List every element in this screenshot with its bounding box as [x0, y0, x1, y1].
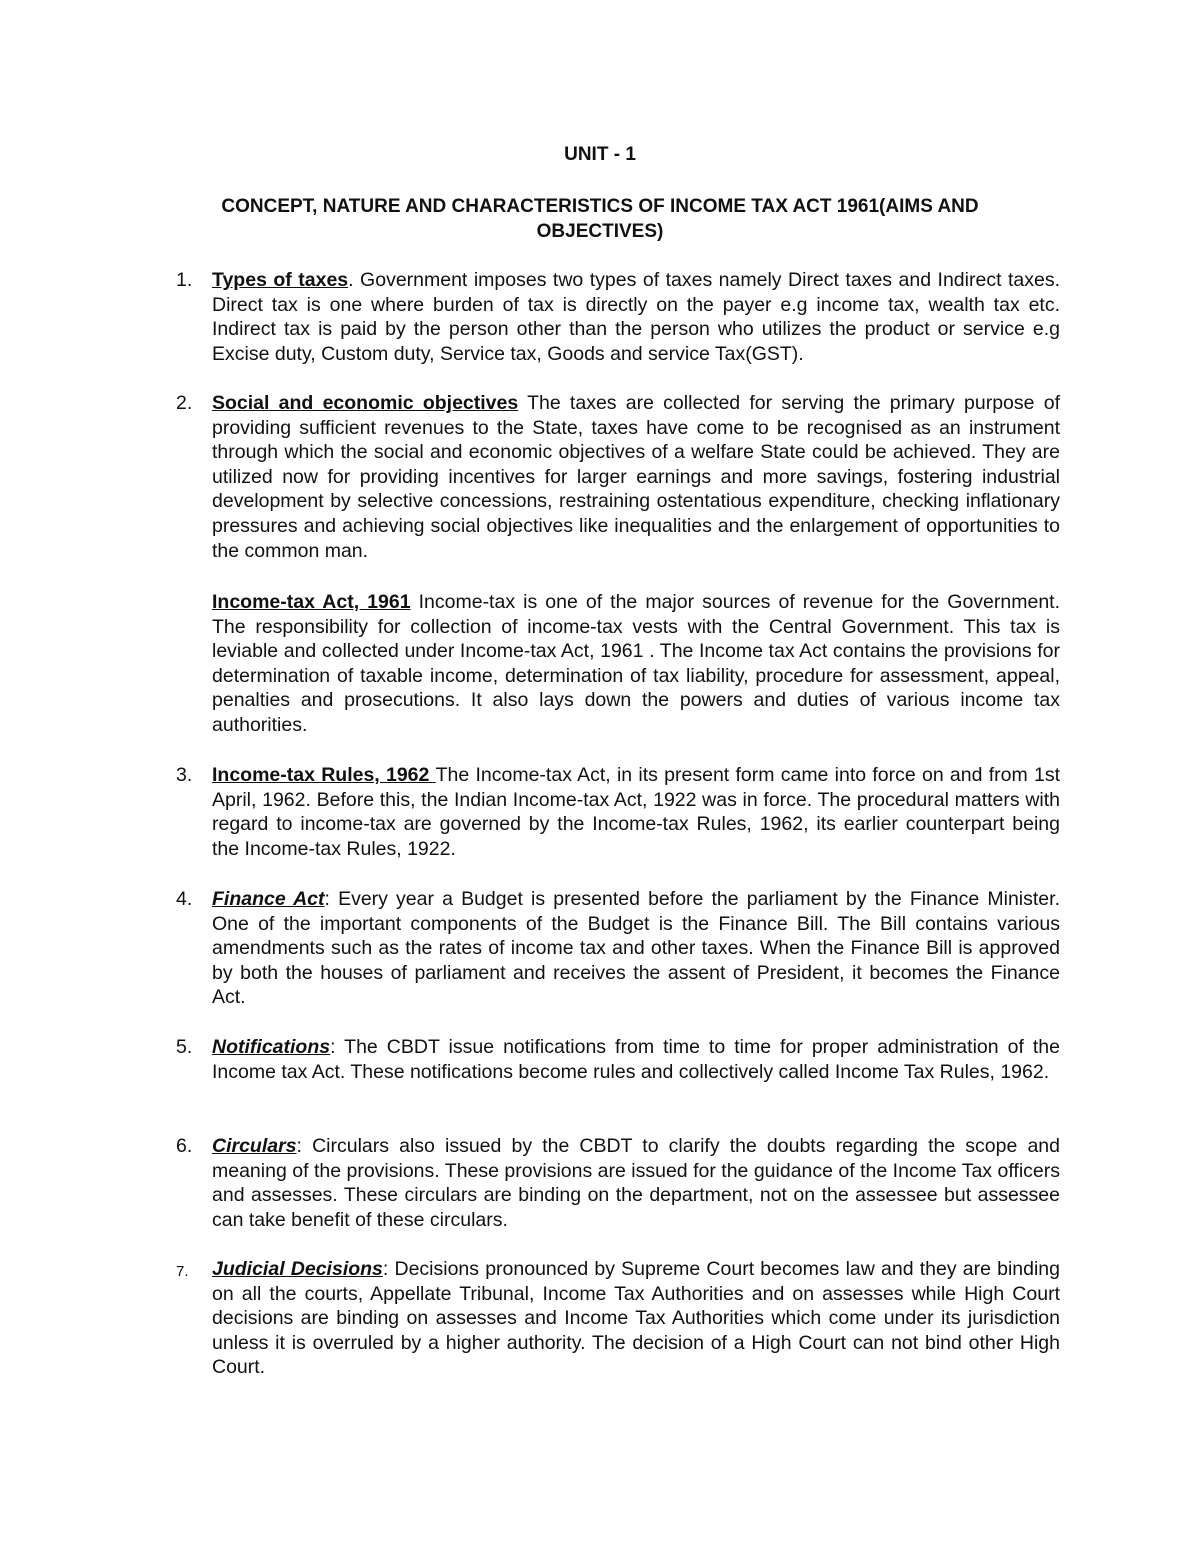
item-text: The Income-tax Act, in its present form came into force on and from 1st April, 1962. Before this, the Indian Income-tax Act, 1922 was in force. The procedural matters with regard to income-tax are governed by the Income-tax Rules, 1962, its earlier counterpart being the Income-tax Rules, 1922.	[212, 764, 1060, 860]
item-heading: Types of taxes	[212, 269, 349, 291]
item-heading: Judicial Decisions	[212, 1258, 383, 1280]
item-text: The taxes are collected for serving the primary purpose of providing sufficient revenues to the State, taxes have come to be recognised as an instrument through which the social and economic objectives of a welfare State could be achieved. They are utilized now for providing incentives for larger earnings and more savings, fostering industrial development by selective concessions, restraining ostentatious expenditure, checking inflationary pressures and achieving social objectives like inequalities and the enlargement of opportunities to the common man.	[212, 392, 1060, 562]
item-text: : Every year a Budget is presented before the parliament by the Finance Minister. One of the important components of the Budget is the Finance Bill. The Bill contains various amendments such as the rates of income tax and other taxes. When the Finance Bill is approved by both the houses of parliament and receives the assent of President, it becomes the Finance Act.	[212, 888, 1060, 1009]
item-heading: Social and economic objectives	[212, 392, 519, 414]
unit-title: UNIT - 1	[564, 144, 636, 165]
list-number: 6.	[176, 1135, 193, 1157]
list-item-judicial-decisions	[212, 1257, 1060, 1380]
item-text: : Decisions pronounced by Supreme Court becomes law and they are binding on all the courts, Appellate Tribunal, Income Tax Authorities and on assesses while High Court decisions are binding on assesses and Income Tax Authorities which come under its jurisdiction unless it is overruled by a higher authority. The decision of a High Court can not bind other High Court.	[212, 1258, 1060, 1379]
item-heading: Income-tax Act, 1961	[212, 591, 411, 613]
item-heading: Circulars	[212, 1135, 297, 1157]
list-number: 5.	[176, 1036, 193, 1058]
list-number: 7.	[176, 1263, 189, 1280]
item-text: : Circulars also issued by the CBDT to clarify the doubts regarding the scope and meaning of the provisions. These provisions are issued for the guidance of the Income Tax officers and assesses. These circulars are binding on the department, not on the assessee but assessee can take benefit of these circulars.	[212, 1135, 1060, 1231]
list-item-circulars	[212, 1134, 1060, 1232]
list-number: 3.	[176, 764, 193, 786]
item-text: : The CBDT issue notifications from time to time for proper administration of the Income tax Act. These notifications become rules and collectively called Income Tax Rules, 1962.	[212, 1036, 1060, 1083]
list-item-notifications	[212, 1035, 1060, 1084]
list-number: 4.	[176, 888, 193, 910]
list-item-social-economic-objectives	[212, 391, 1060, 563]
paragraph-income-tax-act	[212, 590, 1060, 738]
list-item-finance-act	[212, 887, 1060, 1010]
list-item-income-tax-rules	[212, 763, 1060, 861]
list-number: 1.	[176, 269, 193, 291]
item-text: Income-tax is one of the major sources of revenue for the Government. The responsibility for collection of income-tax vests with the Central Government. This tax is leviable and collected under Income-tax Act, 1961 . The Income tax Act contains the provisions for determination of taxable income, determination of tax liability, procedure for assessment, appeal, penalties and prosecutions. It also lays down the powers and duties of various income tax authorities.	[212, 591, 1060, 736]
item-heading: Notifications	[212, 1036, 331, 1058]
list-number: 2.	[176, 392, 193, 414]
item-heading: Finance Act	[212, 888, 325, 910]
item-heading: Income-tax Rules, 1962	[212, 764, 436, 786]
item-text: . Government imposes two types of taxes namely Direct taxes and Indirect taxes. Direct tax is one where burden of tax is directly on the payer e.g income tax, wealth tax etc. Indirect tax is paid by the person other than the person who utilizes the product or service e.g Excise duty, Custom duty, Service tax, Goods and service Tax(GST).	[212, 269, 1060, 365]
list-item-types-of-taxes	[212, 268, 1060, 366]
document-title: CONCEPT, NATURE AND CHARACTERISTICS OF INCOME TAX ACT 1961(AIMS AND OBJECTIVES)	[221, 196, 979, 242]
